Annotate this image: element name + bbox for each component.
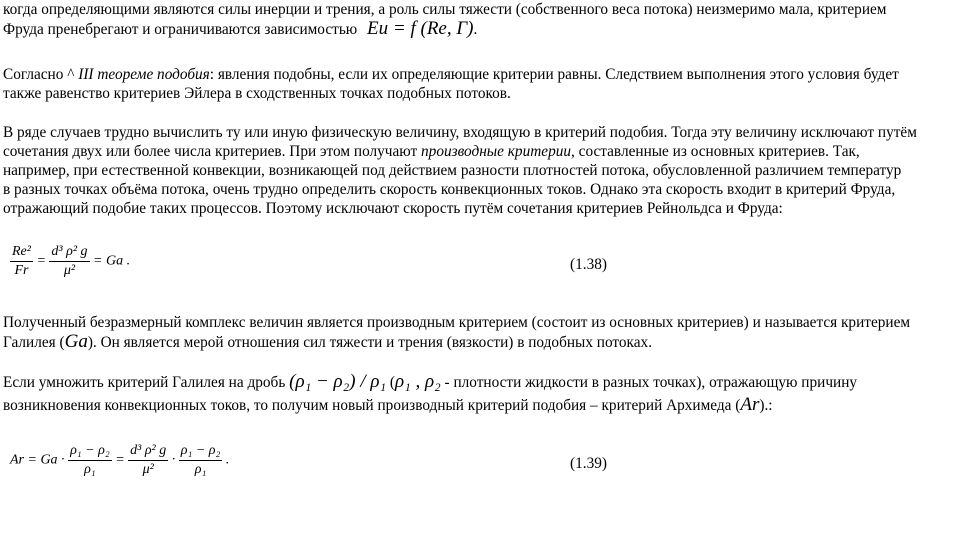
text: Согласно ^ (3, 66, 79, 83)
fraction-rho-1 (68, 442, 112, 479)
numerator: ρ₁ − ρ₂ (179, 442, 223, 461)
numerator: ρ₁ − ρ₂ (68, 442, 112, 461)
paragraph-5-line-1 (3, 372, 963, 392)
fraction-d-mu (128, 442, 168, 479)
lhs: Ar = Ga · (10, 452, 65, 468)
text: ).: (759, 397, 773, 414)
text: также равенство критериев Эйлера в сходственных точках подобных потоков. (3, 85, 511, 102)
formula-eu: Eu = f (Re, Г) (367, 18, 474, 39)
numerator: Re² (10, 243, 33, 262)
multiply-dot: · (171, 452, 176, 468)
paragraph-1-line-1 (3, 0, 963, 19)
paragraph-2-line-1 (3, 65, 963, 84)
text: : явления подобны, если их определяющие критерии равны. Следствием выполнения этого условия будет (209, 66, 899, 83)
paragraph-4-line-2 (3, 332, 963, 352)
density-fraction: (ρ₁ − ρ₂) / ρ₁ (289, 371, 387, 392)
theorem-link[interactable]: III теореме подобия (78, 66, 210, 83)
denominator: Fr (14, 263, 29, 278)
text: в разных точках объёма потока, очень трудно определить скорость конвекционных токов. Однако эта скорость входит в критерий Фруда, (3, 181, 896, 198)
text: возникновения конвекционных токов, то получим новый производный критерий подобия – критерий Архимеда ( (3, 397, 741, 414)
denominator: ρ₁ (84, 462, 96, 477)
text: когда определяющими являются силы инерции и трения, а роль силы тяжести (собственного веса потока) неизмеримо мала, критерием (3, 1, 887, 18)
italic-term: производные критерии (421, 143, 572, 160)
text: Полученный безразмерный комплекс величин является производным критерием (состоит из основных критериев) и называется критерием (3, 314, 911, 331)
equation-1-39 (10, 442, 229, 479)
numerator: d³ ρ² g (49, 243, 89, 262)
equation-1-38 (10, 243, 130, 280)
equals: = (36, 253, 46, 269)
text: ( (386, 374, 395, 391)
fraction-rho-2 (179, 442, 223, 479)
period: . (473, 21, 478, 38)
text: Галилея ( (3, 334, 65, 351)
paragraph-3-line-5 (3, 199, 963, 218)
symbol-ar: Ar (740, 394, 760, 415)
denominator: ρ₁ (194, 462, 207, 477)
numerator: d³ ρ² g (128, 442, 168, 461)
period: . (225, 452, 230, 468)
text: ). Он является мерой отношения сил тяжести и трения (вязкости) в подобных потоках. (87, 334, 653, 351)
denominator: μ² (63, 263, 76, 278)
equation-number: (1.38) (570, 256, 607, 273)
text: например, при естественной конвекции, возникающей под действием разности плотностей потока, обусловленной различием температур (3, 162, 902, 179)
paragraph-3-line-2 (3, 142, 963, 161)
paragraph-2-line-2 (3, 84, 963, 103)
paragraph-5-line-2 (3, 395, 963, 415)
text: Если умножить критерий Галилея на дробь (3, 374, 290, 391)
density-symbols: ρ₁ , ρ₂ (395, 371, 441, 392)
text: Фруда пренебрегают и ограничиваются зависимостью (3, 21, 358, 38)
paragraph-3-line-3 (3, 161, 963, 180)
equation-number: (1.39) (570, 455, 607, 472)
paragraph-1-line-2 (3, 19, 963, 39)
denominator: μ² (142, 462, 154, 477)
text: В ряде случаев трудно вычислить ту или иную физическую величину, входящую в критерий подобия. Тогда эту величину исключают путём (3, 124, 917, 141)
text: отражающий подобие таких процессов. Поэтому исключают скорость путём сочетания критериев Рейнольдса и Фруда: (3, 200, 783, 217)
text: , составленные из основных критериев. Так, (571, 143, 860, 160)
text: - плотности жидкости в разных точках), отражающую причину (440, 374, 858, 391)
equals: = (115, 452, 125, 468)
symbol-ga: Ga (64, 331, 88, 352)
fraction-d-mu (49, 243, 89, 280)
paragraph-4-line-1 (3, 313, 963, 332)
text: сочетания двух или более числа критериев. При этом получают (3, 143, 422, 160)
fraction-re-fr (10, 243, 33, 280)
paragraph-3-line-1 (3, 123, 963, 142)
rhs: = Ga . (93, 253, 131, 269)
paragraph-3-line-4 (3, 180, 963, 199)
